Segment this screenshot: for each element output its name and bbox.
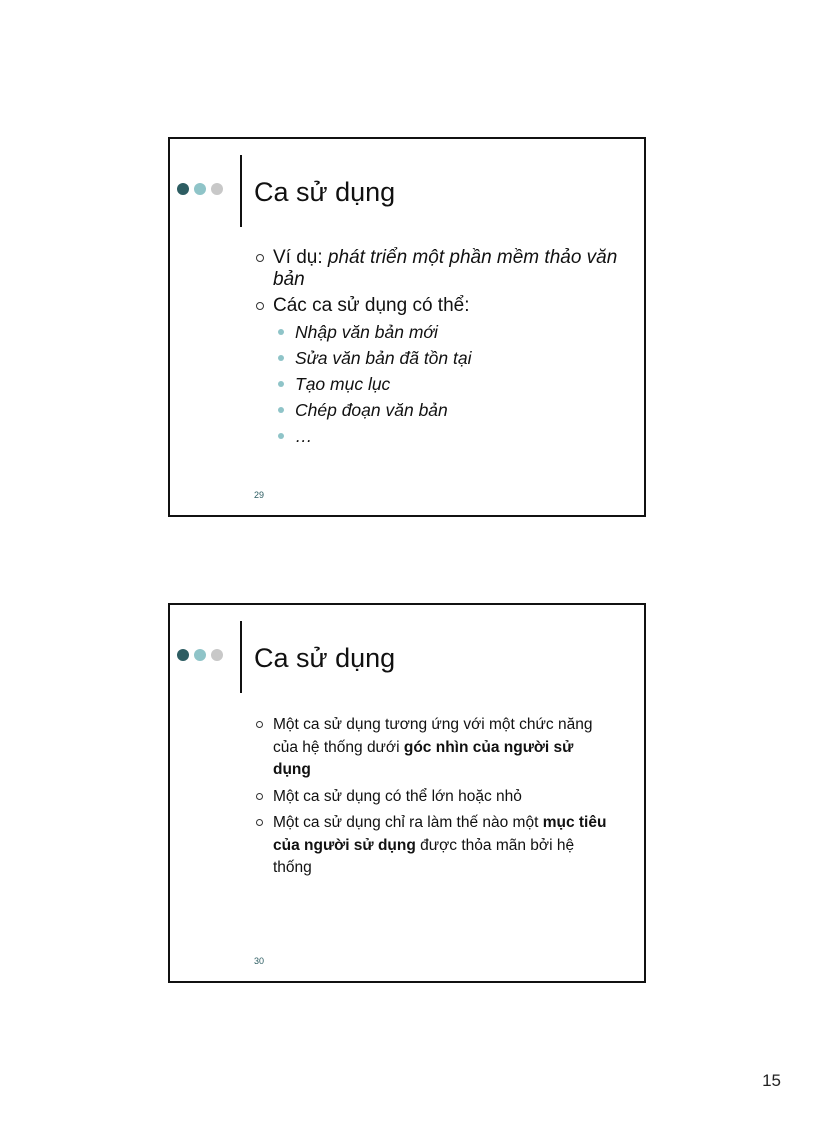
slide-dots — [177, 183, 223, 195]
slide-dots — [177, 649, 223, 661]
slide-title: Ca sử dụng — [254, 643, 396, 673]
dot-mid-icon — [194, 649, 206, 661]
bullet-item — [256, 247, 624, 291]
bullet-text: Các ca sử dụng có thể: — [273, 295, 470, 316]
bullet-item — [256, 295, 624, 447]
dot-dark-icon — [177, 649, 189, 661]
slide-number: 29 — [254, 490, 265, 500]
slide-number: 30 — [254, 956, 265, 966]
sub-item: Nhập văn bản mới — [278, 321, 624, 343]
bullet-prefix: Ví dụ: — [273, 247, 328, 268]
bullet-italic: phát triển một phần mềm thảo văn bản — [273, 247, 618, 290]
dot-mid-icon — [194, 183, 206, 195]
bullet-list — [256, 714, 610, 884]
bullet-text: Một ca sử dụng tương ứng với một chức năng của hệ thống dưới — [273, 716, 593, 756]
sub-item: Chép đoạn văn bản — [278, 399, 624, 421]
slide-title: Ca sử dụng — [254, 177, 396, 207]
page-number: 15 — [762, 1071, 781, 1090]
sub-item: Tạo mục lục — [278, 373, 624, 395]
bullet-bold: mục tiêu của người sử dụng — [273, 814, 607, 854]
bullet-after: được thỏa mãn bởi hệ thống — [273, 836, 575, 876]
bullet-list — [256, 247, 624, 451]
slide-29 — [168, 137, 646, 517]
sub-item: … — [278, 425, 624, 447]
bullet-bold: góc nhìn của người sử dụng — [273, 738, 574, 778]
title-divider — [240, 155, 242, 227]
dot-light-icon — [211, 649, 223, 661]
bullet-item — [256, 812, 610, 880]
sub-item: Sửa văn bản đã tồn tại — [278, 347, 624, 369]
sub-list — [278, 321, 624, 447]
title-divider — [240, 621, 242, 693]
bullet-item — [256, 786, 610, 809]
dot-dark-icon — [177, 183, 189, 195]
dot-light-icon — [211, 183, 223, 195]
bullet-item — [256, 714, 610, 782]
bullet-text: Một ca sử dụng chỉ ra làm thế nào một — [273, 814, 543, 831]
slide-30 — [168, 603, 646, 983]
bullet-text: Một ca sử dụng có thể lớn hoặc nhỏ — [273, 787, 522, 805]
